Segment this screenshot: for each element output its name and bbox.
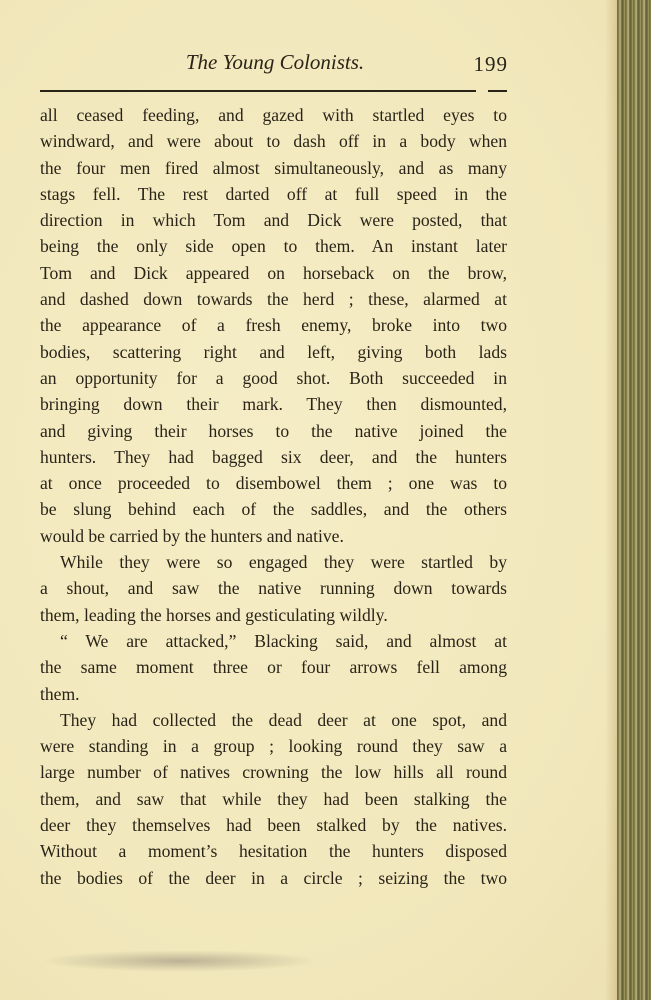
text-line: an opportunity for a good shot. Both succeeded in bbox=[40, 367, 507, 388]
text-line: being the only side open to them. An instant later bbox=[40, 236, 507, 257]
header-rule bbox=[40, 90, 476, 92]
book-page-edges bbox=[617, 0, 651, 1000]
text-line: all ceased feeding, and gazed with startled eyes to bbox=[40, 105, 507, 125]
text-line: them, leading the horses and gesticulating wildly. bbox=[40, 604, 388, 625]
text-line: deer they themselves had been stalked by the natives. bbox=[40, 815, 507, 836]
scan-smudge bbox=[40, 950, 320, 972]
text-line: be slung behind each of the saddles, and the others bbox=[40, 499, 507, 520]
text-line: “ We are attacked,” Blacking said, and almost at bbox=[60, 630, 507, 651]
text-line: stags fell. The rest darted off at full speed in the bbox=[40, 183, 507, 204]
text-line: the appearance of a fresh enemy, broke into two bbox=[40, 315, 507, 336]
text-line: them. bbox=[40, 683, 80, 704]
text-line: They had collected the dead deer at one spot, and bbox=[60, 709, 507, 730]
running-header-title: The Young Colonists. bbox=[185, 50, 365, 74]
text-line: windward, and were about to dash off in a body when bbox=[40, 131, 507, 152]
text-line: the bodies of the deer in a circle ; seizing the two bbox=[40, 867, 507, 888]
text-line: and giving their horses to the native joined the bbox=[40, 420, 507, 441]
text-line: bodies, scattering right and left, giving both lads bbox=[40, 341, 507, 362]
text-line: large number of natives crowning the low hills all round bbox=[40, 762, 507, 783]
header-rule-segment bbox=[488, 90, 507, 92]
text-line: direction in which Tom and Dick were posted, that bbox=[40, 210, 507, 231]
page-number: 199 bbox=[473, 52, 508, 76]
text-line: the same moment three or four arrows fell among bbox=[40, 657, 507, 678]
text-line: were standing in a group ; looking round they saw a bbox=[40, 736, 507, 757]
text-line: and dashed down towards the herd ; these, alarmed at bbox=[40, 289, 507, 310]
text-line: While they were so engaged they were startled by bbox=[60, 552, 507, 573]
text-line: the four men fired almost simultaneously, and as many bbox=[40, 157, 507, 178]
text-line: them, and saw that while they had been stalking the bbox=[40, 788, 507, 809]
text-line: Without a moment’s hesitation the hunters disposed bbox=[40, 841, 507, 862]
text-line: a shout, and saw the native running down towards bbox=[40, 578, 507, 599]
text-line: would be carried by the hunters and native. bbox=[40, 525, 344, 546]
text-line: at once proceeded to disembowel them ; one was to bbox=[40, 473, 507, 494]
text-line: hunters. They had bagged six deer, and the hunters bbox=[40, 446, 507, 467]
text-line: Tom and Dick appeared on horseback on the brow, bbox=[40, 262, 507, 283]
body-text bbox=[40, 102, 507, 891]
text-line: bringing down their mark. They then dismounted, bbox=[40, 394, 507, 415]
